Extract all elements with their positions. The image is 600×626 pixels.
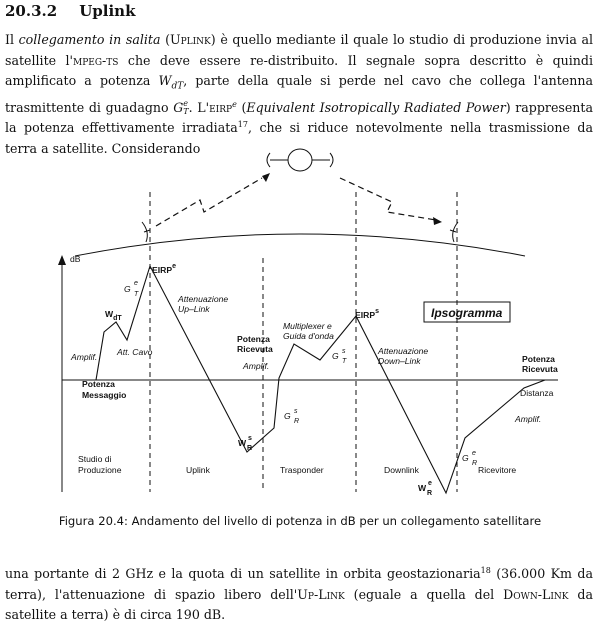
section-heading — [5, 2, 135, 20]
section-separators — [150, 192, 457, 492]
section-uplink-label: Uplink — [186, 465, 210, 475]
wdt-label: $W_{dT}$ — [105, 309, 122, 322]
potenza-ricevuta-mid-label: Potenza Ricevuta — [237, 334, 273, 354]
gte-label: Ge T — [124, 280, 139, 298]
uplink-arrow-head — [262, 173, 270, 182]
gts-label: G s T — [332, 348, 347, 365]
eirpe-label: EIRP$^e$ — [152, 263, 176, 275]
gre-label: G e R — [462, 450, 478, 467]
amplif-right-label: Amplif. — [515, 414, 542, 424]
amplif-left-label: Amplif. — [71, 352, 98, 362]
amplif-mid-label: Amplif. — [243, 361, 270, 371]
section-title: Uplink — [79, 2, 136, 20]
ipsogramma-diagram — [0, 138, 600, 510]
att-downlink-label: Attenuazione Down–Link — [378, 346, 429, 366]
section-downlink-label: Downlink — [384, 465, 419, 475]
distance-label: Distanza — [520, 388, 554, 398]
downlink-signal-arrow — [340, 178, 436, 220]
eirps-label: EIRP$^s$ — [355, 308, 379, 320]
grs-label: G s R — [284, 408, 300, 425]
db-axis-arrow — [58, 255, 66, 265]
potenza-ricevuta-right-label: Potenza Ricevuta — [522, 354, 558, 374]
satellite-icon — [267, 149, 333, 171]
db-axis-label: dB — [70, 254, 81, 264]
uplink-dish-icon — [142, 222, 150, 242]
section-number: 20.3.2 — [5, 2, 58, 20]
section-studio-label: Studio di Produzione — [78, 454, 122, 475]
att-uplink-label: Attenuazione Up–Link — [178, 294, 229, 314]
figure-caption: Figura 20.4: Andamento del livello di potenza in dB per un collegamento satellitare — [58, 514, 542, 528]
wrs-label: W s R — [238, 435, 253, 452]
att-cavo-label: Att. Cavo — [117, 347, 153, 357]
mux-label: Multiplexer e Guida d'onda — [283, 321, 334, 341]
wre-label: W e R — [418, 480, 433, 497]
paragraph-2: una portante di 2 GHz e la quota di un satellite in orbita geostazionaria$^{18}$ (36.000 Km da terra), l'attenuazione di spazio libero dell'Up-Link (eguale a quella del Down-Link da satellite a terra) è di circa 190 dB. — [5, 565, 593, 623]
section-ricevitore-label: Ricevitore — [478, 465, 517, 475]
potenza-messaggio-label: Potenza Messaggio — [82, 379, 127, 400]
section-trasponder-label: Trasponder — [280, 465, 324, 475]
paragraph-1: Il collegamento in salita (Uplink) è quello mediante il quale lo studio di produzione invia al satellite l'mpeg-ts che deve essere re-distribuito. Il segnale sopra descritto è quindi amplificato a potenza $W_{dT}$, parte della quale si perde nel cavo che collega l'antenna trasmittente di guadagno G e T . L'eirp$^e$ (Equivalent Isotropically Radiated Power) rappresenta la potenza effettivamente irradiata$^{17}$, che si riduce notevolmente nella trasmissione da terra a satellite. Considerando — [5, 32, 594, 157]
downlink-arrow-head — [433, 217, 442, 225]
uplink-signal-arrow — [156, 178, 262, 226]
ipsogramma-title: Ipsogramma — [431, 306, 503, 320]
